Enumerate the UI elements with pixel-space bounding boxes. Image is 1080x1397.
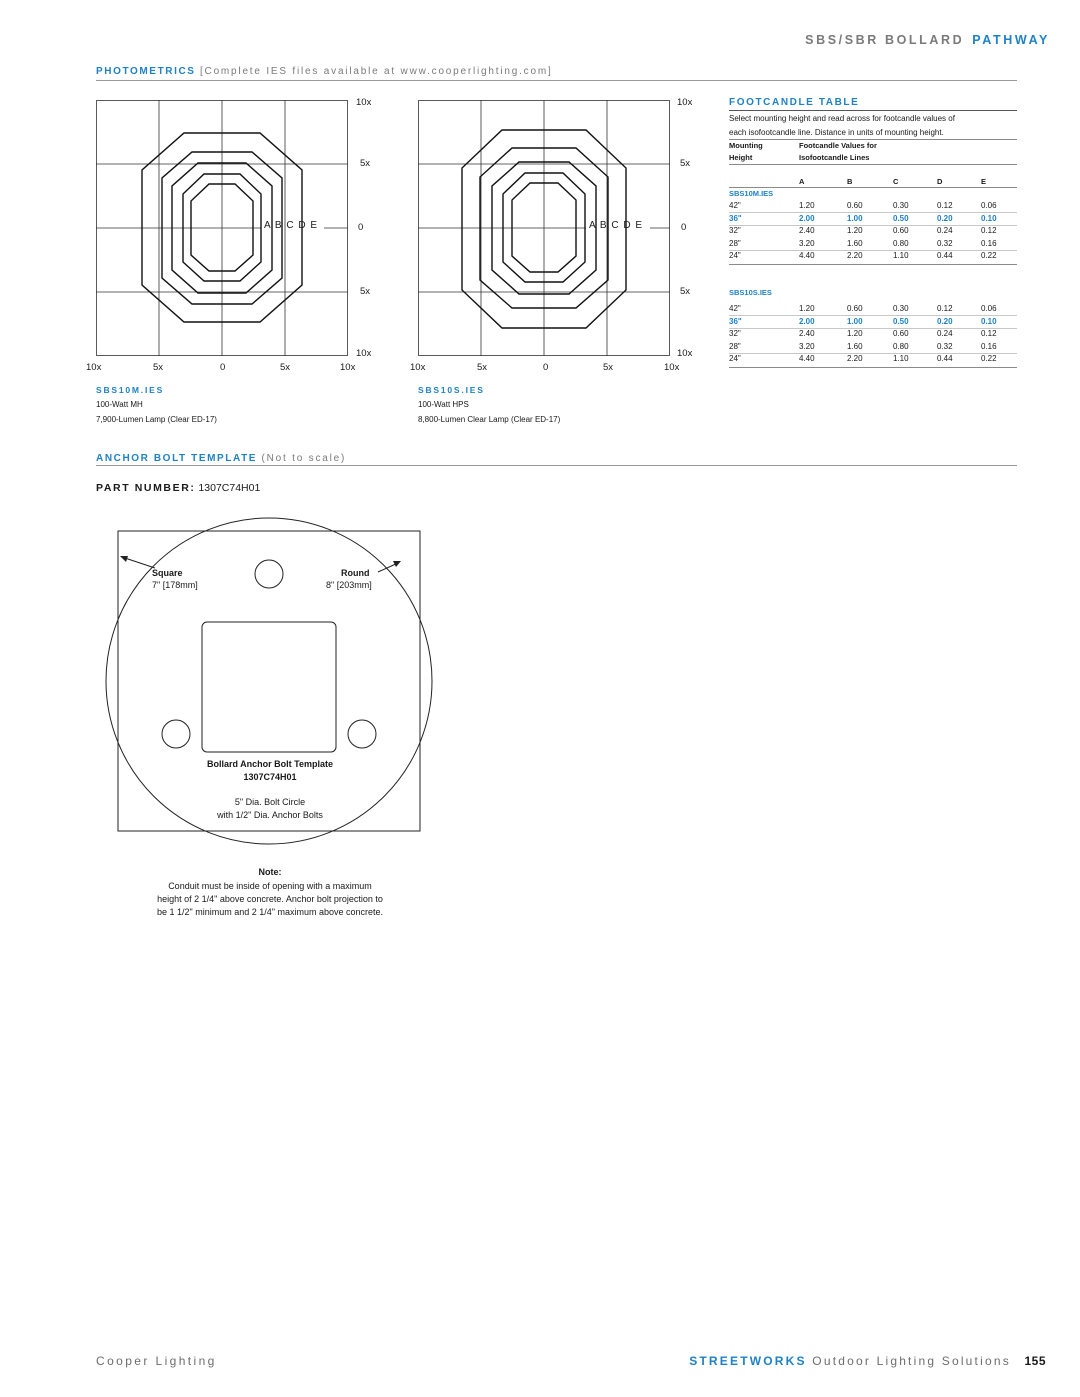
footcandle-value-cell: 4.40: [799, 354, 815, 363]
plot-1-caption-line2: 7,900-Lumen Lamp (Clear ED-17): [96, 415, 217, 424]
footcandle-value-cell: 0.50: [893, 316, 909, 326]
photometrics-heading: [96, 66, 553, 77]
round-arrow-icon: [393, 561, 401, 567]
contour-labels-1: A B C D E: [264, 220, 319, 231]
mounting-height-cell: 42": [729, 201, 741, 210]
part-number-label: PART NUMBER:: [96, 482, 196, 494]
footcandle-value-cell: 0.44: [937, 251, 953, 260]
letter-d: D: [937, 177, 943, 186]
footcandle-desc-2: each isofootcandle line. Distance in units of mounting height.: [729, 128, 944, 137]
table-row: [729, 354, 1017, 365]
col-head-height: Height: [729, 153, 753, 162]
x-tick-2-0: 10x: [410, 362, 426, 373]
table-2-name: SBS10S.IES: [729, 288, 772, 297]
note-line3: be 1 1/2" minimum and 2 1/4" maximum above concrete.: [157, 907, 383, 917]
x-tick-2-4: 10x: [664, 362, 680, 373]
footcandle-value-cell: 1.60: [847, 238, 863, 248]
anchor-bolt-hole-right: [348, 720, 376, 748]
footcandle-value-cell: 0.60: [847, 304, 863, 313]
letter-b: B: [847, 177, 853, 186]
footcandle-value-cell: 0.50: [893, 213, 909, 223]
plot-2-caption-title: SBS10S.IES: [418, 385, 485, 395]
axis-label-lower-2: 5x: [680, 286, 691, 297]
letter-e: E: [981, 177, 987, 186]
plot-2-caption-line1: 100-Watt HPS: [418, 400, 469, 409]
note-label: Note:: [258, 867, 282, 877]
axis-label-top-2: 10x: [677, 97, 693, 108]
footcandle-value-cell: 0.60: [893, 329, 909, 338]
table-row: [729, 329, 1017, 340]
mounting-height-cell: 28": [729, 341, 741, 351]
col-head-mounting: Mounting: [729, 141, 763, 150]
table-col-head-1: [729, 141, 1017, 152]
table-row: [729, 239, 1017, 250]
footcandle-value-cell: 0.24: [937, 226, 953, 235]
footcandle-value-cell: 2.00: [799, 213, 815, 223]
footcandle-value-cell: 1.20: [847, 226, 863, 235]
axis-label-top-1: 10x: [356, 97, 372, 108]
footer-brand: STREETWORKS: [689, 1354, 807, 1368]
footcandle-rule: [729, 110, 1017, 111]
x-tick-2-1: 5x: [477, 362, 488, 373]
footcandle-value-cell: 0.22: [981, 354, 997, 363]
mounting-height-cell: 24": [729, 354, 741, 363]
footcandle-value-cell: 1.20: [799, 304, 815, 313]
footcandle-value-cell: 0.12: [937, 201, 953, 210]
page-number: 155: [1024, 1354, 1046, 1368]
table-rule: [729, 139, 1017, 140]
table-row: [729, 214, 1017, 225]
photometrics-subtitle: [Complete IES files available at www.cooperlighting.com]: [199, 66, 553, 77]
footcandle-value-cell: 0.20: [937, 316, 953, 326]
conduit-opening: [202, 622, 336, 752]
plot-2-caption-line2: 8,800-Lumen Clear Lamp (Clear ED-17): [418, 415, 561, 424]
footcandle-value-cell: 0.30: [893, 201, 909, 210]
table-1-name: SBS10M.IES: [729, 189, 774, 198]
square-size: 7" [178mm]: [152, 580, 198, 590]
footcandle-value-cell: 0.20: [937, 213, 953, 223]
anchor-bolt-hole-top: [255, 560, 283, 588]
round-size: 8" [203mm]: [326, 580, 372, 590]
footer-tagline: Outdoor Lighting Solutions: [812, 1354, 1011, 1368]
footcandle-value-cell: 0.16: [981, 238, 997, 248]
axis-label-upper-2: 5x: [680, 158, 691, 169]
mounting-height-cell: 32": [729, 329, 741, 338]
note-line2: height of 2 1/4" above concrete. Anchor bolt projection to: [157, 894, 383, 904]
footcandle-value-cell: 0.32: [937, 238, 953, 248]
footcandle-value-cell: 0.06: [981, 201, 997, 210]
footcandle-value-cell: 4.40: [799, 251, 815, 260]
footer-brand-line: [689, 1354, 1046, 1368]
mounting-height-cell: 32": [729, 226, 741, 235]
footcandle-value-cell: 0.10: [981, 213, 997, 223]
table-row: [729, 226, 1017, 237]
mounting-height-cell: 24": [729, 251, 741, 260]
footcandle-value-cell: 0.44: [937, 354, 953, 363]
anchor-rule: [96, 465, 1017, 466]
footcandle-value-cell: 1.10: [893, 354, 909, 363]
round-base-outline: [106, 518, 432, 844]
footcandle-value-cell: 2.00: [799, 316, 815, 326]
x-tick-1-3: 5x: [280, 362, 291, 373]
table-row: [729, 304, 1017, 315]
footcandle-value-cell: 0.06: [981, 304, 997, 313]
table-end-rule: [729, 264, 1017, 265]
mounting-height-cell: 28": [729, 238, 741, 248]
footcandle-heading: FOOTCANDLE TABLE: [729, 97, 860, 108]
bolt-circle-line2: with 1/2" Dia. Anchor Bolts: [217, 810, 323, 820]
x-tick-1-4: 10x: [340, 362, 356, 373]
footer-company: Cooper Lighting: [96, 1354, 217, 1368]
footcandle-value-cell: 0.60: [847, 201, 863, 210]
footcandle-value-cell: 2.40: [799, 329, 815, 338]
x-tick-1-0: 10x: [86, 362, 102, 373]
template-part: 1307C74H01: [243, 772, 297, 782]
mounting-height-cell: 42": [729, 304, 741, 313]
photometrics-title: PHOTOMETRICS: [96, 66, 196, 77]
footcandle-value-cell: 1.00: [847, 213, 863, 223]
footcandle-value-cell: 0.16: [981, 341, 997, 351]
col-head-values: Footcandle Values for: [799, 141, 877, 150]
table-rule: [729, 187, 1017, 188]
footcandle-value-cell: 3.20: [799, 238, 815, 248]
anchor-heading: [96, 453, 346, 464]
footcandle-value-cell: 0.22: [981, 251, 997, 260]
footcandle-value-cell: 0.12: [937, 304, 953, 313]
axis-label-upper-1: 5x: [360, 158, 371, 169]
template-title: Bollard Anchor Bolt Template: [206, 759, 333, 769]
footcandle-value-cell: 1.20: [799, 201, 815, 210]
letter-a: A: [799, 177, 805, 186]
footcandle-value-cell: 1.10: [893, 251, 909, 260]
footcandle-value-cell: 2.20: [847, 354, 863, 363]
anchor-subtitle: (Not to scale): [261, 453, 347, 464]
footcandle-value-cell: 3.20: [799, 341, 815, 351]
axis-label-zero-2: 0: [681, 222, 687, 233]
table-row: [729, 342, 1017, 353]
x-tick-1-1: 5x: [153, 362, 164, 373]
footcandle-value-cell: 0.30: [893, 304, 909, 313]
header-accent: PATHWAY: [972, 33, 1050, 47]
footcandle-desc-1: Select mounting height and read across for footcandle values of: [729, 114, 955, 123]
x-tick-2-3: 5x: [603, 362, 614, 373]
axis-label-bottom-2: 10x: [677, 348, 693, 359]
anchor-title: ANCHOR BOLT TEMPLATE: [96, 453, 258, 464]
axis-label-zero-1: 0: [358, 222, 364, 233]
square-arrow-icon: [120, 556, 128, 562]
plot-1-caption-line1: 100-Watt MH: [96, 400, 143, 409]
footcandle-value-cell: 0.80: [893, 238, 909, 248]
footcandle-value-cell: 0.32: [937, 341, 953, 351]
table-end-rule: [729, 367, 1017, 368]
header-title: SBS/SBR BOLLARD: [805, 33, 965, 47]
footcandle-value-cell: 2.40: [799, 226, 815, 235]
square-label: Square: [152, 568, 183, 578]
x-tick-1-2: 0: [220, 362, 226, 373]
letter-c: C: [893, 177, 899, 186]
part-number-line: [96, 482, 260, 494]
col-head-lines: Isofootcandle Lines: [799, 153, 870, 162]
footcandle-value-cell: 1.00: [847, 316, 863, 326]
footcandle-value-cell: 0.60: [893, 226, 909, 235]
footcandle-value-cell: 0.12: [981, 226, 997, 235]
table-row: [729, 317, 1017, 328]
plot-1-caption-title: SBS10M.IES: [96, 385, 165, 395]
axis-label-bottom-1: 10x: [356, 348, 372, 359]
page-header: [805, 33, 1050, 47]
footcandle-value-cell: 0.24: [937, 329, 953, 338]
anchor-bolt-hole-left: [162, 720, 190, 748]
bolt-circle-line1: 5" Dia. Bolt Circle: [234, 797, 306, 807]
table-col-head-2: [729, 153, 1017, 164]
mounting-height-cell: 36": [729, 213, 742, 223]
footcandle-value-cell: 0.12: [981, 329, 997, 338]
table-rule: [729, 164, 1017, 165]
footcandle-value-cell: 1.60: [847, 341, 863, 351]
x-tick-2-2: 0: [543, 362, 549, 373]
table-row: [729, 251, 1017, 262]
contour-labels-2: A B C D E: [589, 220, 644, 231]
footcandle-value-cell: 0.10: [981, 316, 997, 326]
footcandle-value-cell: 1.20: [847, 329, 863, 338]
part-number-value: 1307C74H01: [198, 482, 261, 494]
footcandle-value-cell: 0.80: [893, 341, 909, 351]
table-row: [729, 201, 1017, 212]
axis-label-lower-1: 5x: [360, 286, 371, 297]
round-label: Round: [341, 568, 370, 578]
footcandle-value-cell: 2.20: [847, 251, 863, 260]
photometrics-rule: [96, 80, 1017, 81]
note-line1: Conduit must be inside of opening with a maximum: [168, 881, 372, 891]
mounting-height-cell: 36": [729, 316, 742, 326]
